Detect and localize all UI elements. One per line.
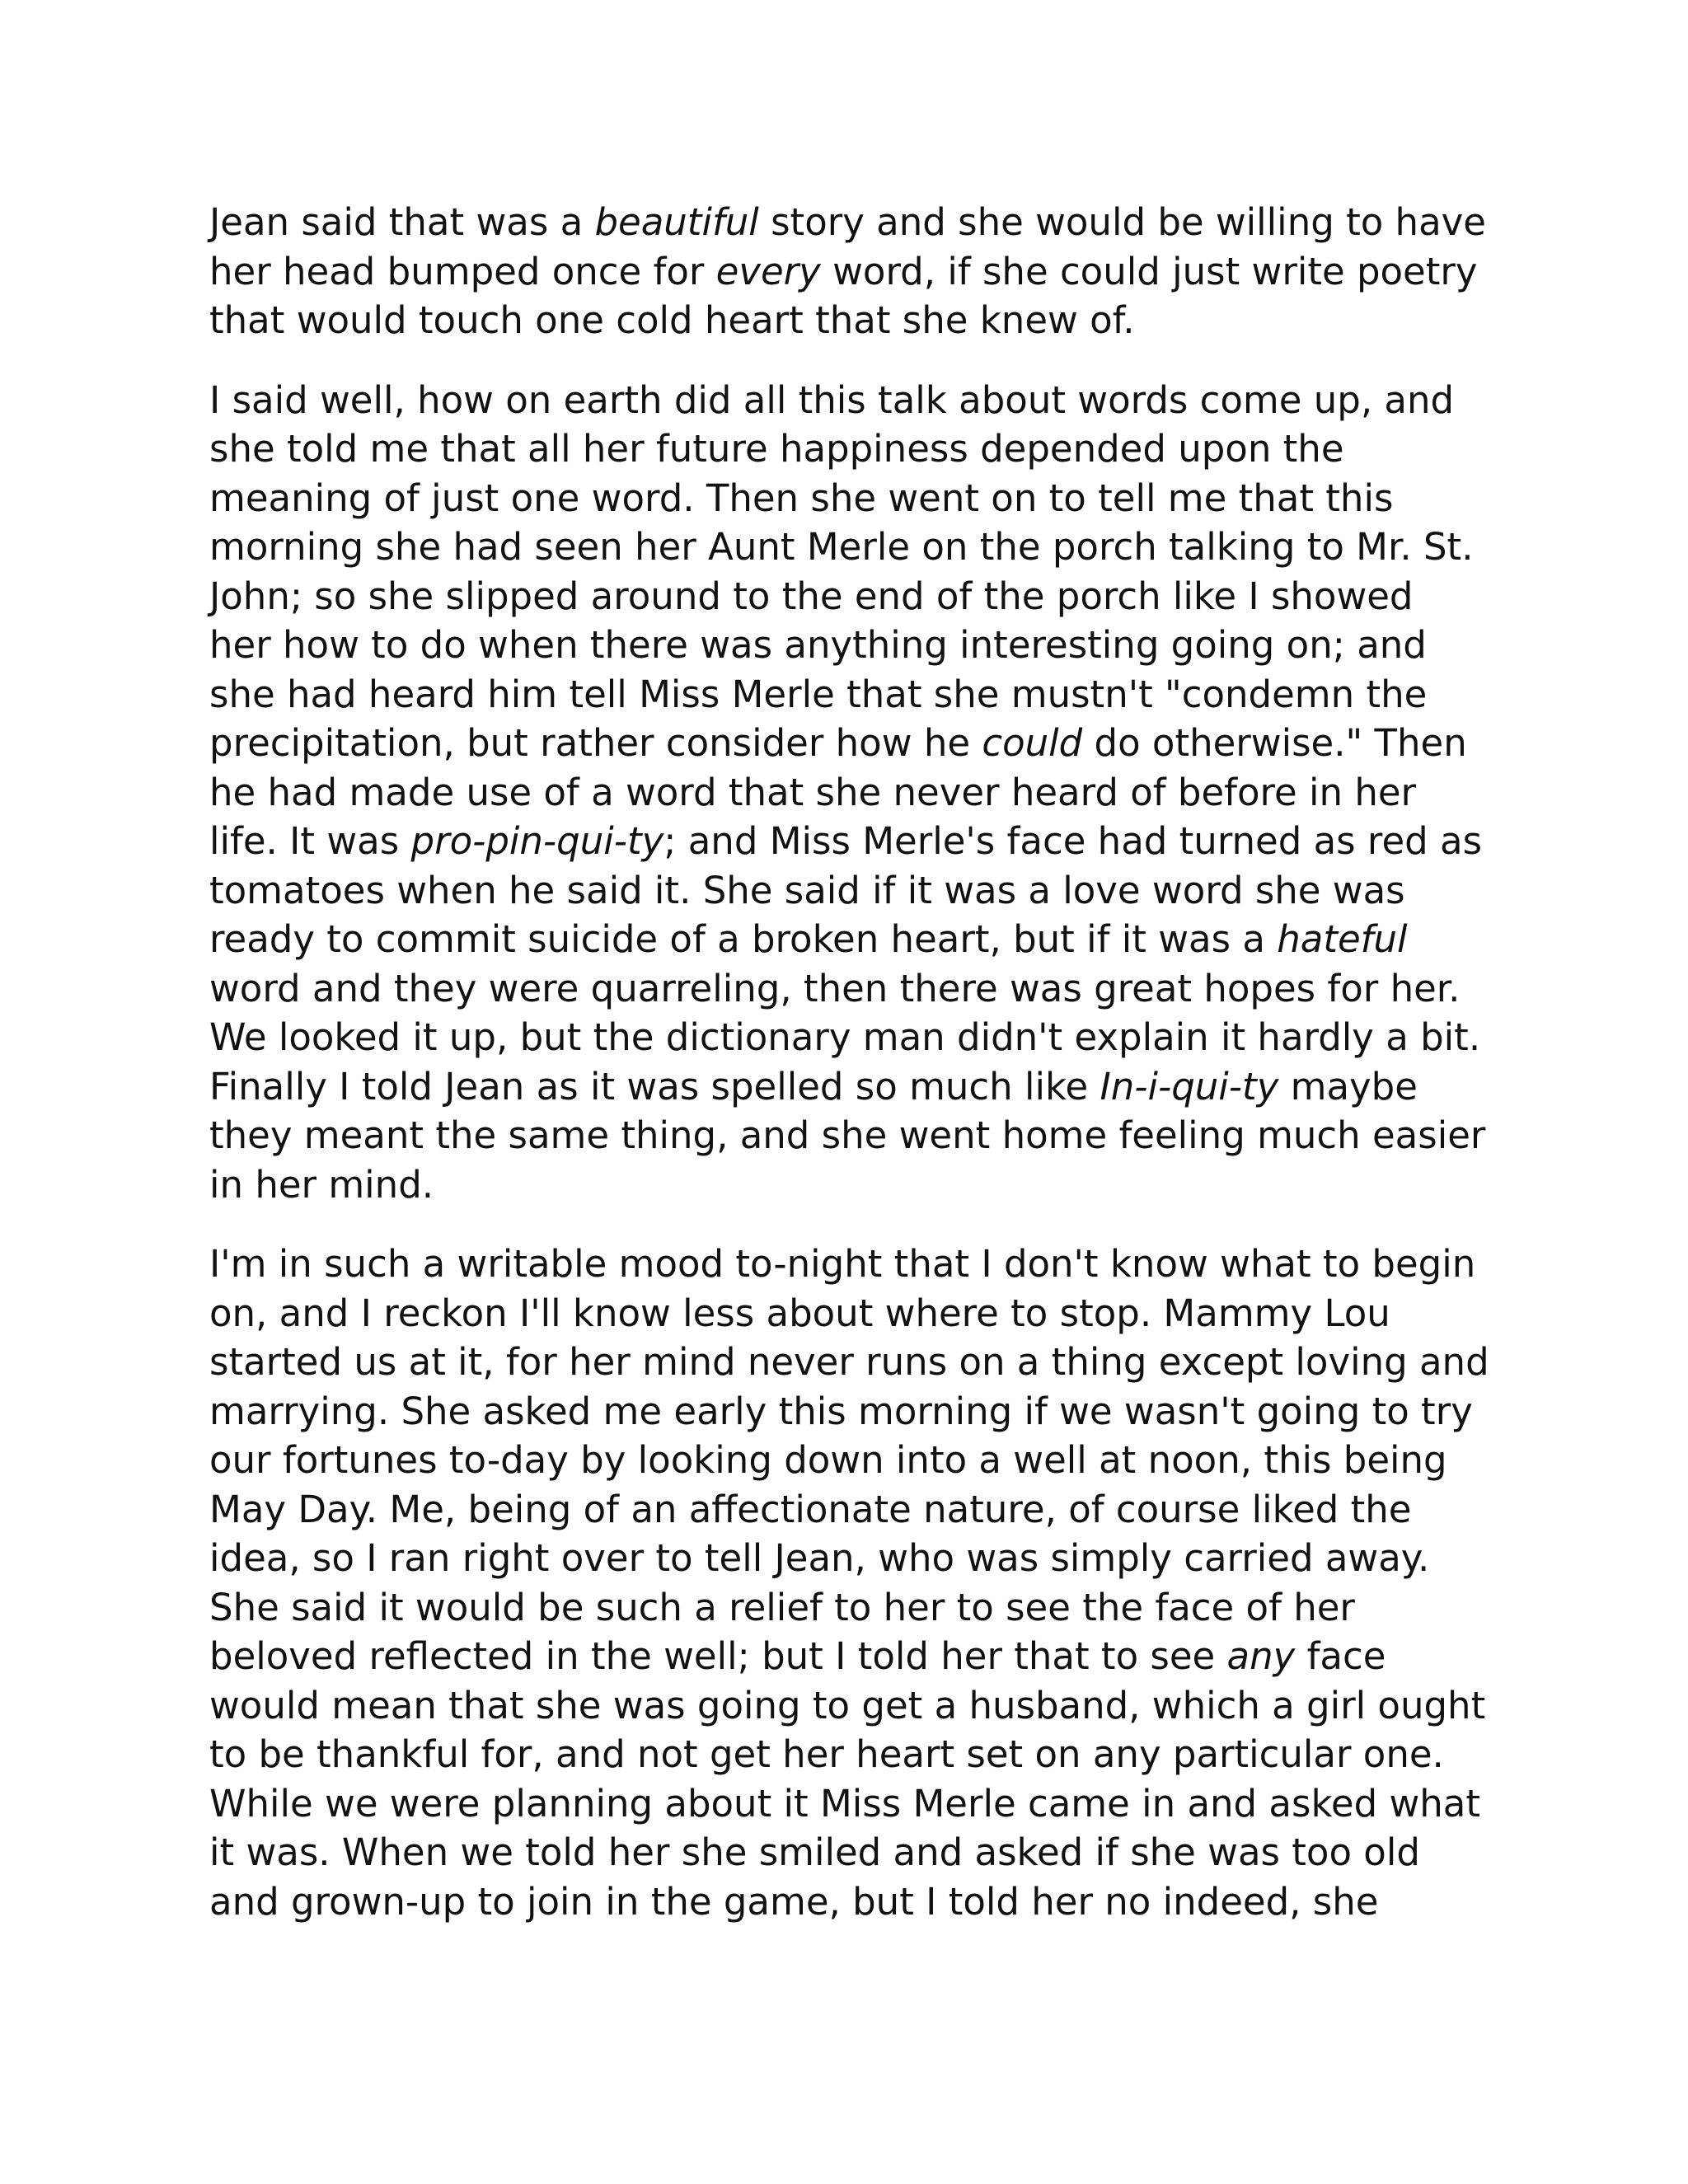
text-run: maybe — [1278, 1064, 1418, 1108]
text-run: and grown-up to join in the game, but I told her no indeed, she — [209, 1879, 1379, 1924]
italic-text: every — [715, 249, 821, 293]
text-run: they meant the same thing, and she went home feeling much easier — [209, 1113, 1486, 1157]
text-run: her how to do when there was anything interesting going on; and — [209, 623, 1427, 667]
text-run: ready to commit suicide of a broken heart, but if it was a — [209, 917, 1278, 961]
text-run: marrying. She asked me early this morning if we wasn't going to try — [209, 1389, 1473, 1433]
text-line — [209, 474, 1479, 523]
text-line — [209, 1387, 1479, 1436]
text-run: it was. When we told her she smiled and asked if she was too old — [209, 1830, 1420, 1874]
text-run: our fortunes to-day by looking down into a well at noon, this being — [209, 1438, 1447, 1482]
text-line — [209, 670, 1479, 719]
text-run: beloved reflected in the well; but I told her that to see — [209, 1634, 1227, 1678]
text-run: she told me that all her future happiness depended upon the — [209, 427, 1344, 471]
paragraph — [209, 1240, 1489, 1926]
text-line — [209, 964, 1479, 1014]
text-run: May Day. Me, being of an affectionate nature, of course liked the — [209, 1487, 1412, 1531]
text-run: idea, so I ran right over to tell Jean, who was simply carried away. — [209, 1536, 1430, 1580]
text-line — [209, 768, 1479, 818]
text-run: face — [1295, 1634, 1386, 1678]
text-run: tomatoes when he said it. She said if it was a love word she was — [209, 868, 1405, 912]
text-run: While we were planning about it Miss Merle came in and asked what — [209, 1781, 1480, 1825]
text-line — [209, 621, 1479, 670]
text-run: to be thankful for, and not get her heart set on any particular one. — [209, 1732, 1444, 1776]
text-run: would mean that she was going to get a husband, which a girl ought — [209, 1683, 1486, 1727]
text-run: story and she would be willing to have — [758, 200, 1486, 244]
document-page — [209, 198, 1489, 1957]
text-line — [209, 1485, 1479, 1535]
italic-text: could — [982, 721, 1083, 765]
text-line — [209, 198, 1486, 247]
text-line — [209, 296, 1479, 345]
text-run: I'm in such a writable mood to-night that I don't know what to begin — [209, 1242, 1476, 1286]
text-run: I said well, how on earth did all this talk about words come up, and — [209, 377, 1455, 422]
text-line — [209, 1240, 1479, 1289]
text-line — [209, 1583, 1479, 1633]
text-line — [209, 915, 1479, 964]
text-run: do otherwise." Then — [1082, 721, 1467, 765]
text-run: John; so she slipped around to the end of the porch like I showed — [209, 574, 1414, 618]
italic-text: any — [1226, 1634, 1296, 1678]
text-line — [209, 1877, 1479, 1927]
text-run: started us at it, for her mind never runs on a thing except loving and — [209, 1340, 1489, 1384]
italic-text: hateful — [1277, 917, 1408, 961]
text-run: she had heard him tell Miss Merle that she mustn't "condemn the — [209, 672, 1428, 716]
text-line — [209, 1779, 1479, 1829]
text-line — [209, 1632, 1479, 1681]
text-run: life. It was — [209, 819, 411, 863]
text-line — [209, 1436, 1479, 1485]
text-line — [209, 572, 1479, 621]
text-run: morning she had seen her Aunt Merle on the porch talking to Mr. St. — [209, 525, 1474, 569]
text-run: She said it would be such a relief to her to see the face of her — [209, 1585, 1355, 1629]
text-line — [209, 1160, 1479, 1210]
text-run: her head bumped once for — [209, 249, 716, 293]
paragraph — [209, 198, 1486, 345]
text-line — [209, 817, 1483, 866]
text-run: word, if she could just write poetry — [820, 249, 1478, 293]
text-line — [209, 1013, 1479, 1062]
text-run: in her mind. — [209, 1162, 434, 1207]
text-line — [209, 1730, 1479, 1779]
paragraph — [209, 376, 1486, 1210]
text-line — [209, 719, 1479, 768]
italic-text: pro-pin-qui-ty — [410, 819, 664, 863]
italic-text: beautiful — [594, 200, 759, 244]
text-line — [209, 424, 1479, 474]
text-run: Jean said that was a — [209, 200, 595, 244]
text-run: on, and I reckon I'll know less about where to stop. Mammy Lou — [209, 1291, 1390, 1335]
text-run: We looked it up, but the dictionary man didn't explain it hardly a bit. — [209, 1015, 1481, 1059]
text-run: word and they were quarreling, then there was great hopes for her. — [209, 966, 1461, 1010]
text-run: Finally I told Jean as it was spelled so much like — [209, 1064, 1100, 1108]
text-line — [209, 1289, 1479, 1338]
text-run: he had made use of a word that she never heard of before in her — [209, 770, 1417, 814]
text-line — [209, 523, 1479, 572]
text-run: precipitation, but rather consider how he — [209, 721, 982, 765]
text-line — [209, 247, 1479, 297]
text-line — [209, 1062, 1479, 1112]
text-run: that would touch one cold heart that she knew of. — [209, 298, 1135, 342]
text-line — [209, 1338, 1489, 1387]
italic-text: In-i-qui-ty — [1100, 1064, 1279, 1108]
text-line — [209, 1681, 1486, 1731]
text-line — [209, 1111, 1486, 1160]
text-run: meaning of just one word. Then she went on to tell me that this — [209, 476, 1394, 520]
text-line — [209, 376, 1479, 425]
text-line — [209, 866, 1479, 916]
text-line — [209, 1828, 1479, 1877]
text-run: ; and Miss Merle's face had turned as red as — [663, 819, 1483, 863]
text-line — [209, 1534, 1479, 1583]
